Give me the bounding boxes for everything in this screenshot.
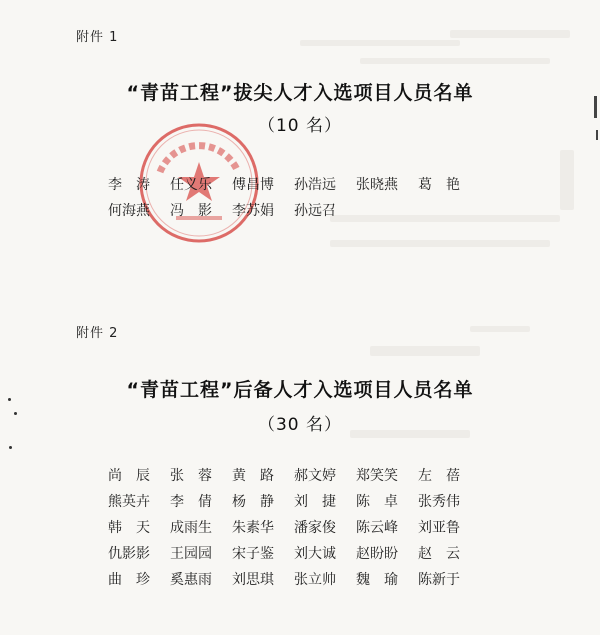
- talent-name-list: [108, 175, 480, 221]
- list-item: 仇影影: [108, 546, 150, 562]
- bleed-through-mark: [560, 150, 574, 210]
- list-item: 左 蓓: [418, 468, 460, 484]
- list-item: 刘思琪: [232, 572, 274, 588]
- bleed-through-mark: [360, 58, 550, 64]
- list-item: 朱素华: [232, 520, 274, 536]
- list-item: 韩 天: [108, 520, 150, 536]
- list-item: 陈 卓: [356, 494, 398, 510]
- list-item: 王园园: [170, 546, 212, 562]
- list-item: 傅昌博: [232, 177, 274, 193]
- list-item: 刘亚鲁: [418, 520, 460, 536]
- list-item: 成雨生: [170, 520, 212, 536]
- list-item: 魏 瑜: [356, 572, 398, 588]
- list-item: 陈新于: [418, 572, 460, 588]
- list-item: 熊英卉: [108, 494, 150, 510]
- list-item: 张秀伟: [418, 494, 460, 510]
- attachment-2-title: “青苗工程”后备人才入选项目人员名单: [126, 379, 474, 401]
- bleed-through-mark: [300, 40, 460, 46]
- scan-speck: [9, 446, 12, 449]
- scan-speck: [14, 412, 17, 415]
- attachment-2-label: 附件 2: [76, 326, 119, 341]
- scan-edge-mark: [596, 130, 598, 140]
- list-item: 奚惠雨: [170, 572, 212, 588]
- bleed-through-mark: [330, 240, 550, 247]
- attachment-1-label: 附件 1: [76, 30, 119, 45]
- list-item: 张立帅: [294, 572, 336, 588]
- bleed-through-mark: [370, 346, 480, 356]
- attachment-1-title: “青苗工程”拔尖人才入选项目人员名单: [126, 82, 474, 104]
- list-item: 李苏娟: [232, 203, 274, 219]
- list-item: 尚 辰: [108, 468, 150, 484]
- list-item: 孙远召: [294, 203, 336, 219]
- list-item: 赵 云: [418, 546, 460, 562]
- list-item: 冯 影: [170, 203, 212, 219]
- list-item: 李 倩: [170, 494, 212, 510]
- list-item: 宋子鉴: [232, 546, 274, 562]
- list-item: 张 蓉: [170, 468, 212, 484]
- list-item: 郝文婷: [294, 468, 336, 484]
- bleed-through-mark: [470, 326, 530, 332]
- scan-speck: [8, 398, 11, 401]
- scan-edge-mark: [594, 96, 597, 118]
- list-item: 陈云峰: [356, 520, 398, 536]
- attachment-1-count: （10 名）: [257, 116, 343, 136]
- list-item: 任义乐: [170, 177, 212, 193]
- list-item: 杨 静: [232, 494, 274, 510]
- list-item: 潘家俊: [294, 520, 336, 536]
- list-item: 何海燕: [108, 203, 150, 219]
- list-item: 曲 珍: [108, 572, 150, 588]
- list-item: 赵盼盼: [356, 546, 398, 562]
- list-item: 黄 路: [232, 468, 274, 484]
- list-item: 刘大诚: [294, 546, 336, 562]
- list-item: 葛 艳: [418, 177, 460, 193]
- list-item: 刘 捷: [294, 494, 336, 510]
- list-item: 孙浩远: [294, 177, 336, 193]
- attachment-2-count: （30 名）: [257, 415, 343, 435]
- list-item: 张晓燕: [356, 177, 398, 193]
- reserve-name-list: [108, 466, 480, 590]
- bleed-through-mark: [450, 30, 570, 38]
- list-item: 郑笑笑: [356, 468, 398, 484]
- list-item: 李 涛: [108, 177, 150, 193]
